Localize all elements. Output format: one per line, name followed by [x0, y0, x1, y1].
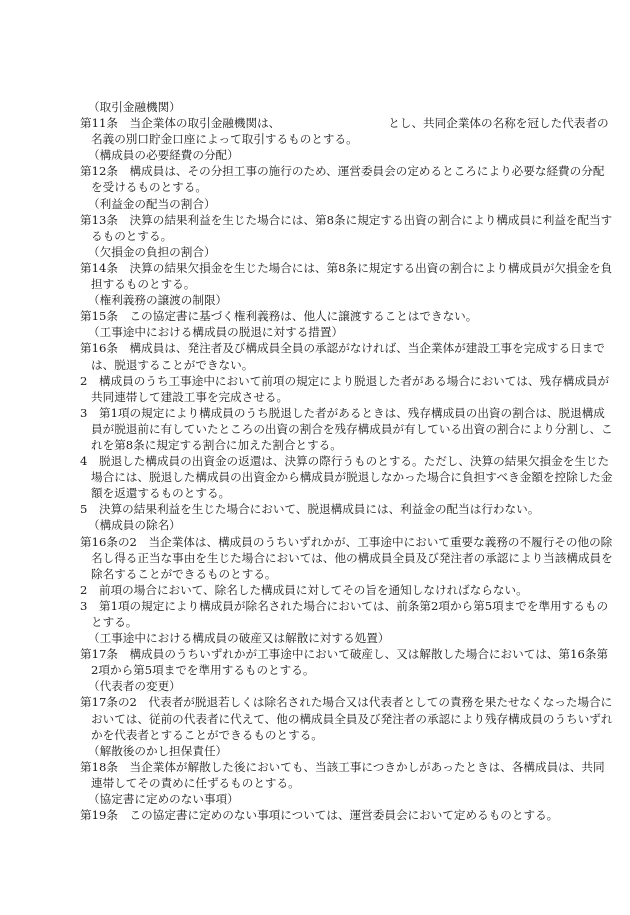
document-body — [80, 99, 615, 823]
article-text-part: とし、共同企業体の名称を冠した代表者の名義の別口貯金口座によって取引するものとする。 — [91, 116, 609, 147]
article-heading: （代表者の変更） — [88, 679, 181, 694]
article-paragraph: 第17条の2 代表者が脱退若しくは除名された場合又は代表者としての責務を果たせなくなった場合においては、従前の代表者に代えて、他の構成員全員及び発注者の承認により残存構成員のうちいずれかを代表者とすることができるものとする。 — [80, 695, 613, 742]
article-text-part: 第11条 当企業体の取引金融機関は、 — [80, 116, 281, 131]
article-paragraph: 3 第1項の規定により構成員が除名された場合においては、前条第2項から第5項までを準用するものとする。 — [80, 598, 609, 629]
article-paragraph: 第18条 当企業体が解散した後においても、当該工事につきかしがあったときは、各構成員は、共同連帯してその責めに任ずるものとする。 — [80, 759, 605, 790]
article-paragraph: 3 第1項の規定により構成員のうち脱退した者があるときは、残存構成員の出資の割合は、脱退構成員が脱退前に有していたところの出資の割合を残存構成員が有している出資の割合により分割し、これを第8条に規定する割合に加えた割合とする。 — [80, 405, 613, 452]
article-heading: （権利義務の譲渡の制限） — [88, 293, 228, 308]
article-heading: （取引金融機関） — [88, 100, 181, 114]
article-paragraph: 第14条 決算の結果欠損金を生じた場合には、第8条に規定する出資の割合により構成員が欠損金を負担するものとする。 — [80, 260, 613, 292]
article-paragraph: 第16条 構成員は、発注者及び構成員全員の承認がなければ、当企業体が建設工事を完成する日までは、脱退することができない。 — [80, 341, 605, 372]
article-heading: （協定書に定めのない事項） — [88, 792, 239, 807]
article-paragraph — [80, 115, 615, 147]
article-paragraph: 5 決算の結果利益を生じた場合において、脱退構成員には、利益金の配当は行わない。 — [80, 502, 540, 517]
article-paragraph: 第16条の2 当企業体は、構成員のうちいずれかが、工事途中において重要な義務の不履行その他の除名し得る正当な事由を生じた場合においては、他の構成員全員及び発注者の承認により当該構成員を除名することができるものとする。 — [80, 534, 613, 581]
article-paragraph: 2 前項の場合において、除名した構成員に対してその旨を通知しなければならない。 — [80, 582, 528, 597]
article-paragraph: 第13条 決算の結果利益を生じた場合には、第8条に規定する出資の割合により構成員に利益を配当するものとする。 — [80, 212, 613, 243]
article-paragraph: 2 構成員のうち工事途中において前項の規定により脱退した者がある場合においては、残存構成員が共同連帯して建設工事を完成させる。 — [80, 373, 610, 404]
article-paragraph: 第15条 この協定書に基づく権利義務は、他人に譲渡することはできない。 — [80, 309, 478, 324]
article-heading: （欠損金の負担の割合） — [88, 244, 216, 259]
article-paragraph: 第17条 構成員のうちいずれかが工事途中において破産し、又は解散した場合においては、第16条第2項から第5項までを準用するものとする。 — [80, 647, 609, 678]
article-heading: （構成員の除名） — [88, 518, 181, 533]
article-paragraph: 第19条 この協定書に定めのない事項については、運営委員会において定めるものとする。 — [80, 808, 559, 823]
article-heading: （利益金の配当の割合） — [88, 196, 216, 211]
article-paragraph: 第12条 構成員は、その分担工事の施行のため、運営委員会の定めるところにより必要な経費の分配を受けるものとする。 — [80, 164, 605, 195]
article-heading: （解散後のかし担保責任） — [88, 743, 228, 758]
article-heading: （工事途中における構成員の破産又は解散に対する処置） — [88, 631, 390, 646]
article-heading: （構成員の必要経費の分配） — [88, 148, 239, 163]
article-heading: （工事途中における構成員の脱退に対する措置） — [88, 325, 344, 340]
article-paragraph: 4 脱退した構成員の出資金の返還は、決算の際行うものとする。ただし、決算の結果欠損金を生じた場合には、脱退した構成員の出資金から構成員が脱退しなかった場合に負担すべき金額を控除した金額を返還するものとする。 — [80, 454, 613, 501]
